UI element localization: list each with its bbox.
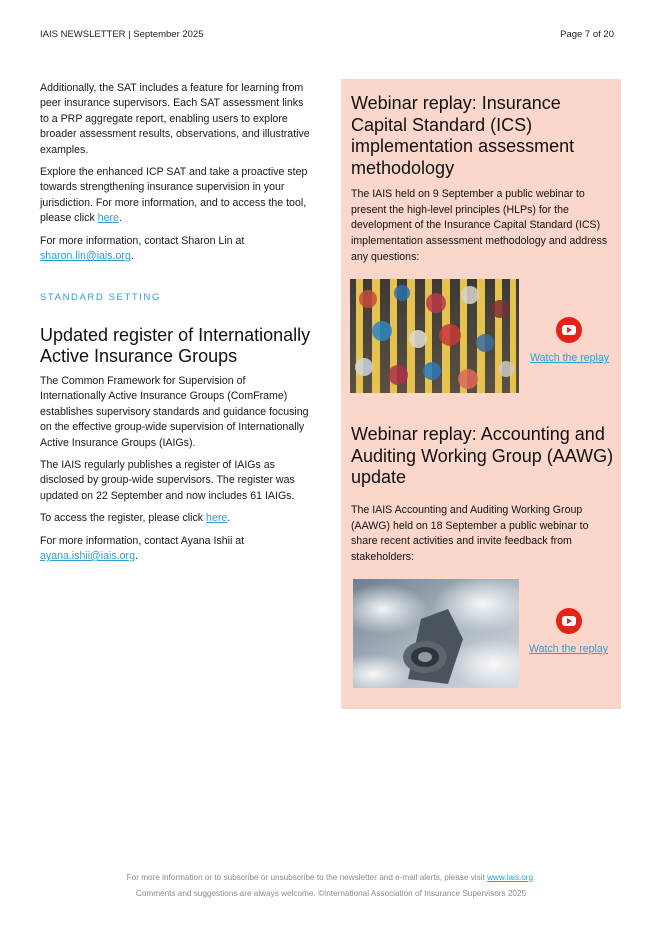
newsletter-header-title: IAIS NEWSLETTER | September 2025 bbox=[40, 29, 204, 40]
webinar2-watch-link[interactable]: Watch the replay bbox=[529, 643, 609, 655]
comframe-paragraph: The Common Framework for Supervision of Internationally Active Insurance Groups (ComFrame) establishes supervisory standards and guidance focusing on the effective group-wide supervision of Internationally Active Insurance Groups (IAIGs). bbox=[40, 374, 309, 449]
youtube-icon[interactable] bbox=[556, 317, 582, 343]
register-access-paragraph: To access the register, please click here. bbox=[40, 512, 231, 525]
webinar1-thumbnail[interactable] bbox=[350, 279, 519, 393]
register-access-text: To access the register, please click bbox=[40, 512, 207, 525]
webinar1-watch-link[interactable]: Watch the replay bbox=[530, 352, 610, 364]
register-here-link[interactable]: here bbox=[206, 512, 228, 525]
sharon-email-link[interactable]: sharon.lin@iais.org bbox=[40, 250, 131, 263]
ayana-contact-text: For more information, contact Ayana Ishii at bbox=[40, 534, 245, 547]
footer-website-link[interactable]: www.iais.org bbox=[487, 873, 534, 882]
footer-copyright: Comments and suggestions are always welcome. ©International Association of Insurance Supervisors 2025 bbox=[135, 889, 527, 898]
sat-cta-text: Explore the enhanced ICP SAT and take a proactive step towards strengthening insurance supervision in your jurisdiction. For more information, and to access the tool, please click bbox=[40, 166, 308, 225]
page-number: Page 7 of 20 bbox=[560, 29, 614, 40]
webinar1-body: The IAIS held on 9 September a public webinar to present the high-level principles (HLPs) for the development of the Insurance Capital Standard (ICS) implementation assessment methodology and address any questions: bbox=[351, 188, 608, 263]
ayana-contact-paragraph: For more information, contact Ayana Ishii at ayana.ishii@iais.org. bbox=[40, 534, 245, 562]
footer-subscribe-line: For more information or to subscribe or unsubscribe to the newsletter and e-mail alerts, please visit www.iais.org. bbox=[126, 873, 536, 882]
webinar2-thumbnail[interactable] bbox=[353, 579, 519, 688]
webinar2-body: The IAIS Accounting and Auditing Working Group (AAWG) held on 18 September a public webinar to share recent activities and invite feedback from stakeholders: bbox=[351, 504, 589, 564]
webinar2-title: Webinar replay: Accounting and Auditing Working Group (AAWG) update bbox=[351, 424, 614, 487]
webinar-panel bbox=[341, 79, 621, 709]
crowd-pillars-image bbox=[350, 279, 519, 393]
sharon-contact-text: For more information, contact Sharon Lin at bbox=[40, 234, 245, 247]
sat-cta-paragraph: Explore the enhanced ICP SAT and take a proactive step towards strengthening insurance supervision in your jurisdiction. For more information, and to access the tool, please click here. bbox=[40, 166, 308, 225]
register-heading: Updated register of Internationally Active Insurance Groups bbox=[40, 324, 311, 367]
footer-subscribe-text: For more information or to subscribe or unsubscribe to the newsletter and e-mail alerts, please visit bbox=[126, 873, 488, 882]
sat-paragraph: Additionally, the SAT includes a feature for learning from peer insurance supervisors. Each SAT assessment links to a PRP aggregate report, enabling users to explore broader assessment results, observations, and illustrative examples. bbox=[40, 82, 310, 156]
youtube-icon[interactable] bbox=[556, 608, 582, 634]
left-column bbox=[40, 81, 312, 571]
sat-here-link[interactable]: here bbox=[97, 212, 119, 225]
register-paragraph: The IAIS regularly publishes a register of IAIGs as disclosed by group-wide supervisors. The register was updated on 22 September and now includes 61 IAIGs. bbox=[40, 458, 295, 502]
ayana-email-link[interactable]: ayana.ishii@iais.org bbox=[40, 549, 135, 562]
skyscraper-clouds-image bbox=[353, 579, 519, 688]
webinar1-title: Webinar replay: Insurance Capital Standard (ICS) implementation assessment methodology bbox=[351, 93, 575, 178]
section-label: STANDARD SETTING bbox=[40, 292, 161, 304]
sharon-contact-paragraph: For more information, contact Sharon Lin at sharon.lin@iais.org. bbox=[40, 234, 245, 263]
